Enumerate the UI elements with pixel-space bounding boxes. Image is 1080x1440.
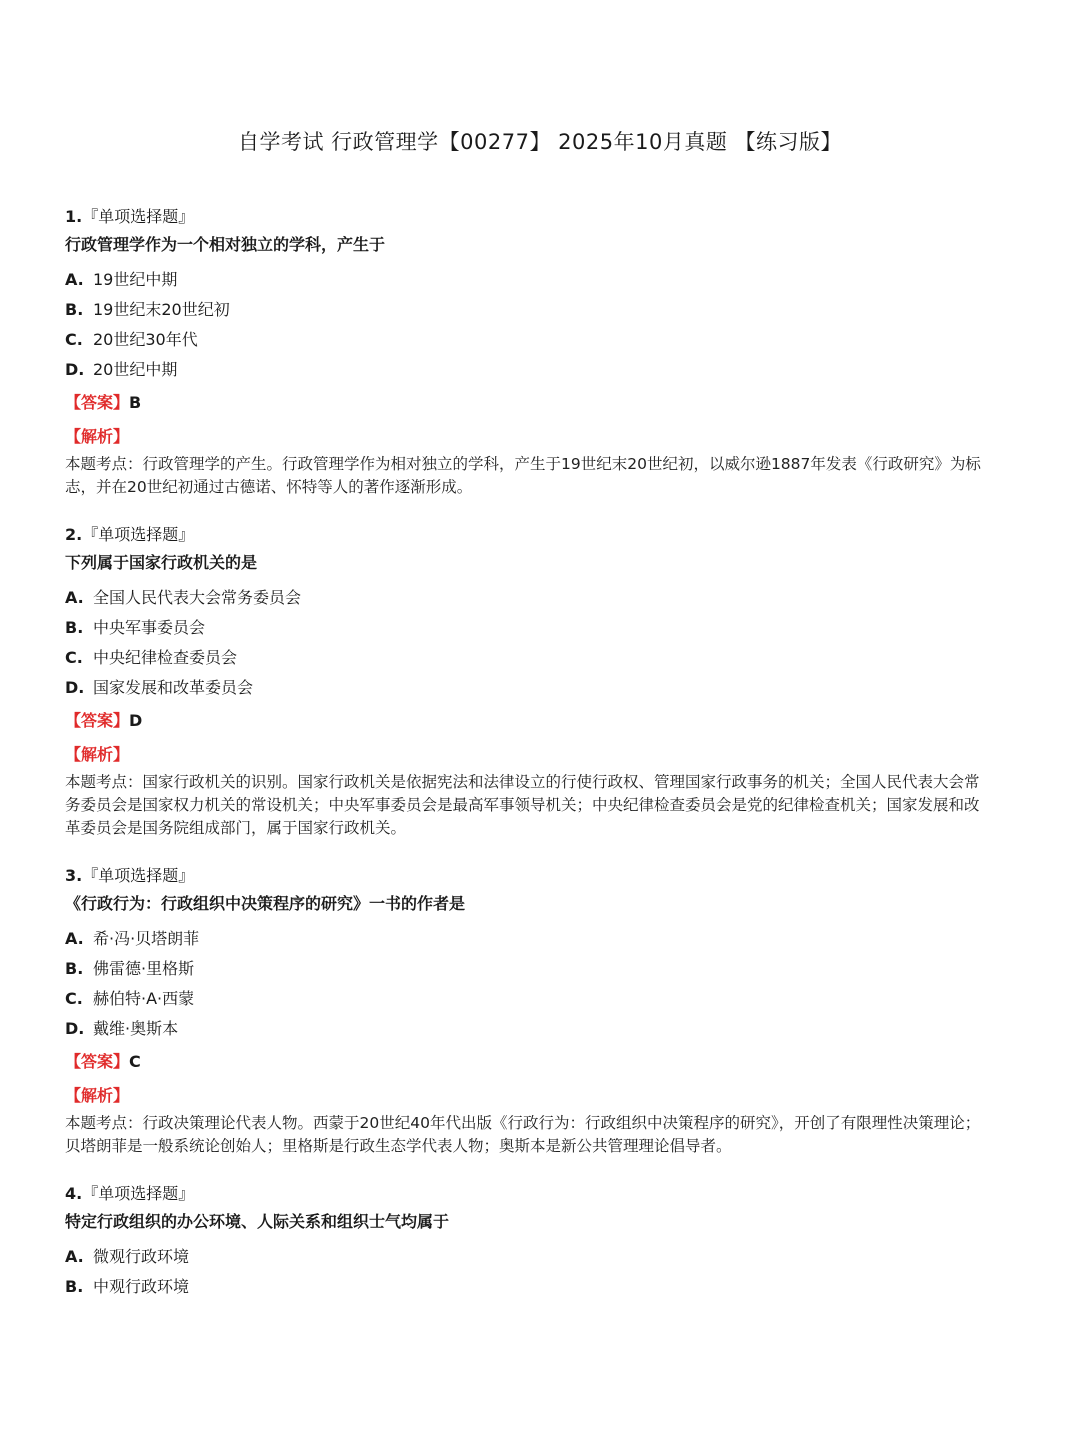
option-a [65, 1242, 985, 1272]
option-letter: B. [65, 618, 84, 637]
option-text: 19世纪中期 [93, 270, 178, 289]
option-list [65, 265, 985, 385]
option-letter: B. [65, 1277, 84, 1296]
question-2 [65, 521, 985, 840]
analysis-tag: 【解析】 [65, 745, 130, 764]
question-stem: 特定行政组织的办公环境、人际关系和组织士气均属于 [65, 1212, 450, 1231]
question-list [65, 203, 985, 1324]
analysis-tag: 【解析】 [65, 1086, 130, 1105]
option-b [65, 1272, 985, 1302]
option-b [65, 295, 985, 325]
option-text: 微观行政环境 [93, 1247, 190, 1266]
option-text: 20世纪中期 [93, 360, 178, 379]
question-type: 『单项选择题』 [82, 866, 195, 885]
option-a [65, 583, 985, 613]
question-3 [65, 862, 985, 1158]
option-d [65, 673, 985, 703]
option-letter: A. [65, 270, 84, 289]
question-number: 2. [65, 525, 83, 544]
question-1 [65, 203, 985, 499]
answer-value: D [129, 711, 143, 730]
question-number: 1. [65, 207, 83, 226]
question-stem: 《行政行为：行政组织中决策程序的研究》一书的作者是 [65, 894, 466, 913]
option-letter: D. [65, 678, 85, 697]
option-text: 赫伯特·A·西蒙 [93, 989, 195, 1008]
analysis-tag: 【解析】 [65, 427, 130, 446]
option-b [65, 613, 985, 643]
option-letter: C. [65, 648, 83, 667]
question-header [65, 862, 985, 890]
option-text: 20世纪30年代 [93, 330, 198, 349]
question-type: 『单项选择题』 [82, 1184, 195, 1203]
question-header [65, 203, 985, 231]
answer-tag: 【答案】 [65, 1052, 130, 1071]
answer-line [65, 1048, 985, 1076]
answer-tag: 【答案】 [65, 711, 130, 730]
question-4 [65, 1180, 985, 1302]
question-stem: 行政管理学作为一个相对独立的学科，产生于 [65, 235, 386, 254]
option-c [65, 984, 985, 1014]
answer-value: B [129, 393, 142, 412]
page-title: 自学考试 行政管理学【00277】 2025年10月真题 【练习版】 [238, 130, 842, 154]
answer-value: C [129, 1052, 141, 1071]
option-b [65, 954, 985, 984]
option-letter: A. [65, 929, 84, 948]
question-type: 『单项选择题』 [82, 525, 195, 544]
option-text: 国家发展和改革委员会 [93, 678, 254, 697]
question-header [65, 1180, 985, 1208]
option-text: 希·冯·贝塔朗菲 [93, 929, 200, 948]
option-d [65, 355, 985, 385]
answer-tag: 【答案】 [65, 393, 130, 412]
question-number: 3. [65, 866, 83, 885]
option-letter: C. [65, 989, 83, 1008]
option-text: 中央纪律检查委员会 [93, 648, 238, 667]
option-a [65, 265, 985, 295]
option-letter: A. [65, 1247, 84, 1266]
option-list [65, 583, 985, 703]
option-letter: B. [65, 959, 84, 978]
option-list [65, 924, 985, 1044]
option-text: 全国人民代表大会常务委员会 [93, 588, 302, 607]
question-type: 『单项选择题』 [82, 207, 195, 226]
analysis-text: 本题考点：国家行政机关的识别。国家行政机关是依据宪法和法律设立的行使行政权、管理国家行政事务的机关；全国人民代表大会常务委员会是国家权力机关的常设机关；中央军事委员会是最高军事领导机关；中央纪律检查委员会是党的纪律检查机关；国家发展和改革委员会是国务院组成部门，属于国家行政机关。 [65, 773, 980, 837]
option-text: 19世纪末20世纪初 [93, 300, 230, 319]
option-letter: C. [65, 330, 83, 349]
option-letter: A. [65, 588, 84, 607]
option-letter: D. [65, 1019, 85, 1038]
option-letter: B. [65, 300, 84, 319]
option-c [65, 325, 985, 355]
analysis-text: 本题考点：行政决策理论代表人物。西蒙于20世纪40年代出版《行政行为：行政组织中决策程序的研究》，开创了有限理性决策理论；贝塔朗菲是一般系统论创始人；里格斯是行政生态学代表人物；奥斯本是新公共管理理论倡导者。 [65, 1114, 981, 1155]
option-text: 中观行政环境 [93, 1277, 190, 1296]
answer-line [65, 707, 985, 735]
question-stem: 下列属于国家行政机关的是 [65, 553, 258, 572]
analysis-text: 本题考点：行政管理学的产生。行政管理学作为相对独立的学科，产生于19世纪末20世纪初，以威尔逊1887年发表《行政研究》为标志，并在20世纪初通过古德诺、怀特等人的著作逐渐形成。 [65, 455, 981, 496]
option-c [65, 643, 985, 673]
question-header [65, 521, 985, 549]
option-text: 戴维·奥斯本 [93, 1019, 179, 1038]
option-d [65, 1014, 985, 1044]
option-text: 中央军事委员会 [93, 618, 206, 637]
option-text: 佛雷德·里格斯 [93, 959, 195, 978]
question-number: 4. [65, 1184, 83, 1203]
answer-line [65, 389, 985, 417]
option-letter: D. [65, 360, 85, 379]
option-a [65, 924, 985, 954]
option-list [65, 1242, 985, 1302]
